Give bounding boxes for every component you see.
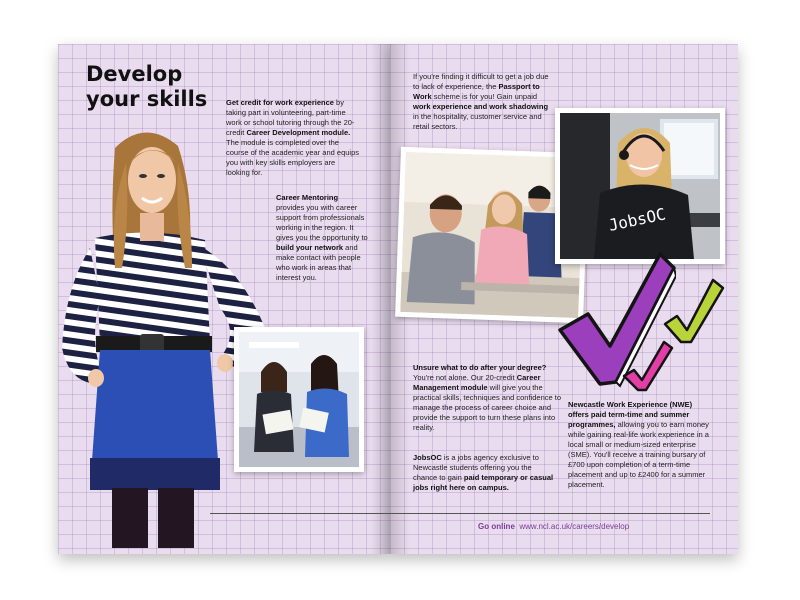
footer-link[interactable] <box>478 522 629 531</box>
passport-to-work: Passport to Work <box>413 82 540 101</box>
title-line-1: Develop <box>86 62 183 86</box>
nwe-text: allowing you to earn money while gaining real-life work experience in a local small or medium-sized enterprise (SME). You'll receive a training bursary of £700 upon completion of a term-time placement and up to £2400 for a summer placement. <box>568 420 709 489</box>
credit-text-2: The module is completed over the course of the academic year and equips you with key skills employers are looking for. <box>226 138 359 177</box>
go-online-label: Go online <box>478 522 515 531</box>
jobsoc-paragraph <box>413 453 555 493</box>
photo-jobsoc-agent <box>555 108 725 264</box>
lime-tick-icon <box>663 276 725 346</box>
nwe-heading: Newcastle Work Experience (NWE) offers paid term-time and summer programmes, <box>568 400 693 429</box>
unsure-text-1: You're not alone. Our 20-credit <box>413 373 517 382</box>
passport-paragraph <box>413 72 555 132</box>
career-management-module: Career Management module <box>413 373 541 392</box>
passport-text-3: in the hospitality, customer service and retail sectors. <box>413 112 542 131</box>
jobsoc-paid-jobs: paid temporary or casual jobs right here on campus. <box>413 473 554 492</box>
jobsoc-lead: JobsOC <box>413 453 442 462</box>
photo-students-reading <box>234 327 364 472</box>
mentoring-text-1: provides you with career support from professionals working in the region. It gives you the opportunity to <box>276 203 368 242</box>
unsure-heading: Unsure what to do after your degree? <box>413 363 547 372</box>
mentoring-text-2: and make contact with people who work in areas that interest you. <box>276 243 361 282</box>
mentoring-paragraph <box>276 193 368 283</box>
credit-text-1: by taking part in volunteering, part-time work or school tutoring through the 20-credit <box>226 98 355 137</box>
mentoring-network: build your network <box>276 243 344 252</box>
title-line-2: your skills <box>86 87 208 111</box>
unsure-text-2: will give you the practical skills, techniques and confidence to manage the process of career choice and provide the support to turn these plans into reality. <box>413 383 562 432</box>
unsure-paragraph <box>413 363 563 433</box>
page-title <box>86 62 216 112</box>
credit-module: Career Development module. <box>246 128 351 137</box>
jobsoc-text-1: is a jobs agency exclusive to Newcastle students offering you the chance to gain <box>413 453 539 482</box>
footer-rule <box>210 513 710 514</box>
mentoring-heading: Career Mentoring <box>276 193 339 202</box>
nwe-paragraph <box>568 400 713 490</box>
careers-url[interactable]: www.ncl.ac.uk/careers/develop <box>519 522 630 531</box>
passport-text-1: If you're finding it difficult to get a job due to lack of experience, the <box>413 72 549 91</box>
credit-lead: Get credit for work experience <box>226 98 334 107</box>
passport-shadowing: work experience and work shadowing <box>413 102 549 111</box>
shirt-logo: JobsOC <box>606 204 668 235</box>
passport-text-2: scheme is for you! Gain unpaid <box>431 92 538 101</box>
